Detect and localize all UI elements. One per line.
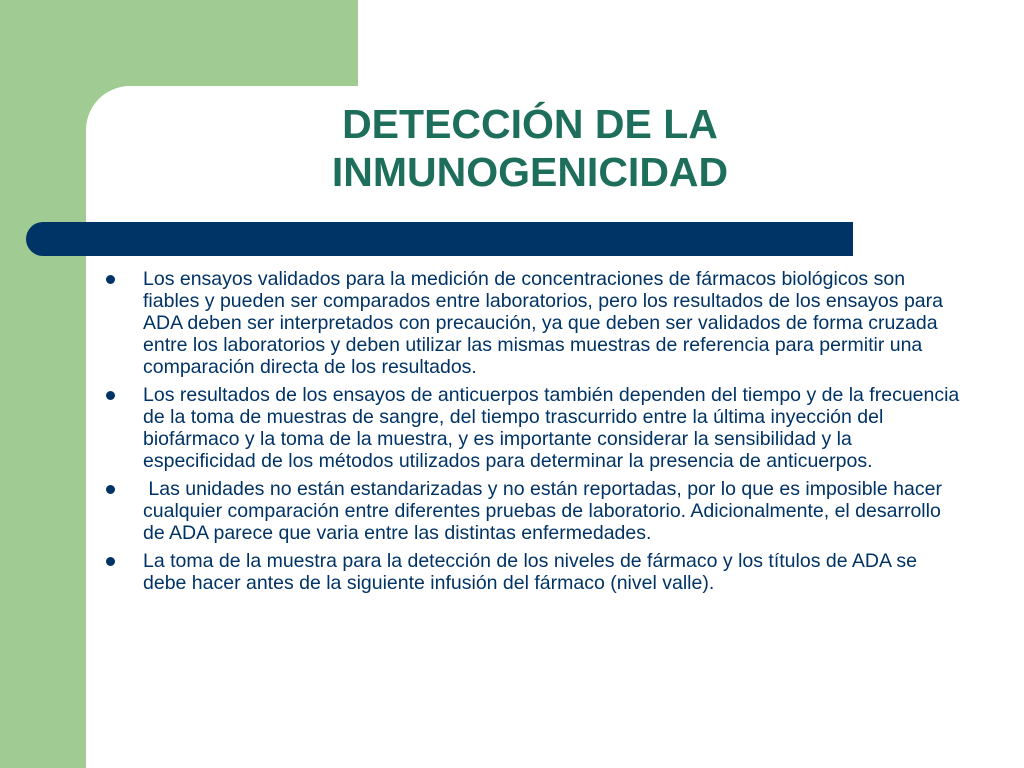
- bullet-text: Las unidades no están estandarizadas y no están reportadas, por lo que es imposible hacer cualquier comparación entre diferentes pruebas de laboratorio. Adicionalmente, el desarrollo de ADA parece que varia entre las distintas enfermedades.: [143, 478, 948, 544]
- bullet-item: [104, 384, 964, 472]
- slide-title-line-2: INMUNOGENICIDAD: [331, 149, 729, 195]
- top-white-area: [358, 0, 1024, 86]
- bullet-dot-icon: [106, 275, 115, 284]
- bullet-dot-icon: [106, 391, 115, 400]
- bullet-list: [104, 268, 964, 600]
- bullet-item: [104, 268, 964, 378]
- bullet-item: [104, 478, 964, 544]
- bullet-dot-icon: [106, 485, 115, 494]
- title-divider-bar: [26, 222, 853, 256]
- bullet-text: Los resultados de los ensayos de anticuerpos también dependen del tiempo y de la frecuencia de la toma de muestras de sangre, del tiempo trascurrido entre la última inyección del biofármaco y la toma de la muestra, y es importante considerar la sensibilidad y la especificidad de los métodos utilizados para determinar la presencia de anticuerpos.: [143, 384, 960, 472]
- slide-title-line-1: DETECCIÓN DE LA: [342, 101, 718, 147]
- bullet-item: [104, 550, 964, 594]
- bullet-dot-icon: [106, 557, 115, 566]
- slide-title: [250, 100, 810, 196]
- bullet-text: Los ensayos validados para la medición de concentraciones de fármacos biológicos son fiables y pueden ser comparados entre laboratorios, pero los resultados de los ensayos para ADA deben ser interpretados con precaución, ya que deben ser validados de forma cruzada entre los laboratorios y deben utilizar las mismas muestras de referencia para permitir una comparación directa de los resultados.: [143, 268, 943, 378]
- bullet-text: La toma de la muestra para la detección de los niveles de fármaco y los títulos de ADA se debe hacer antes de la siguiente infusión del fármaco (nivel valle).: [143, 550, 917, 594]
